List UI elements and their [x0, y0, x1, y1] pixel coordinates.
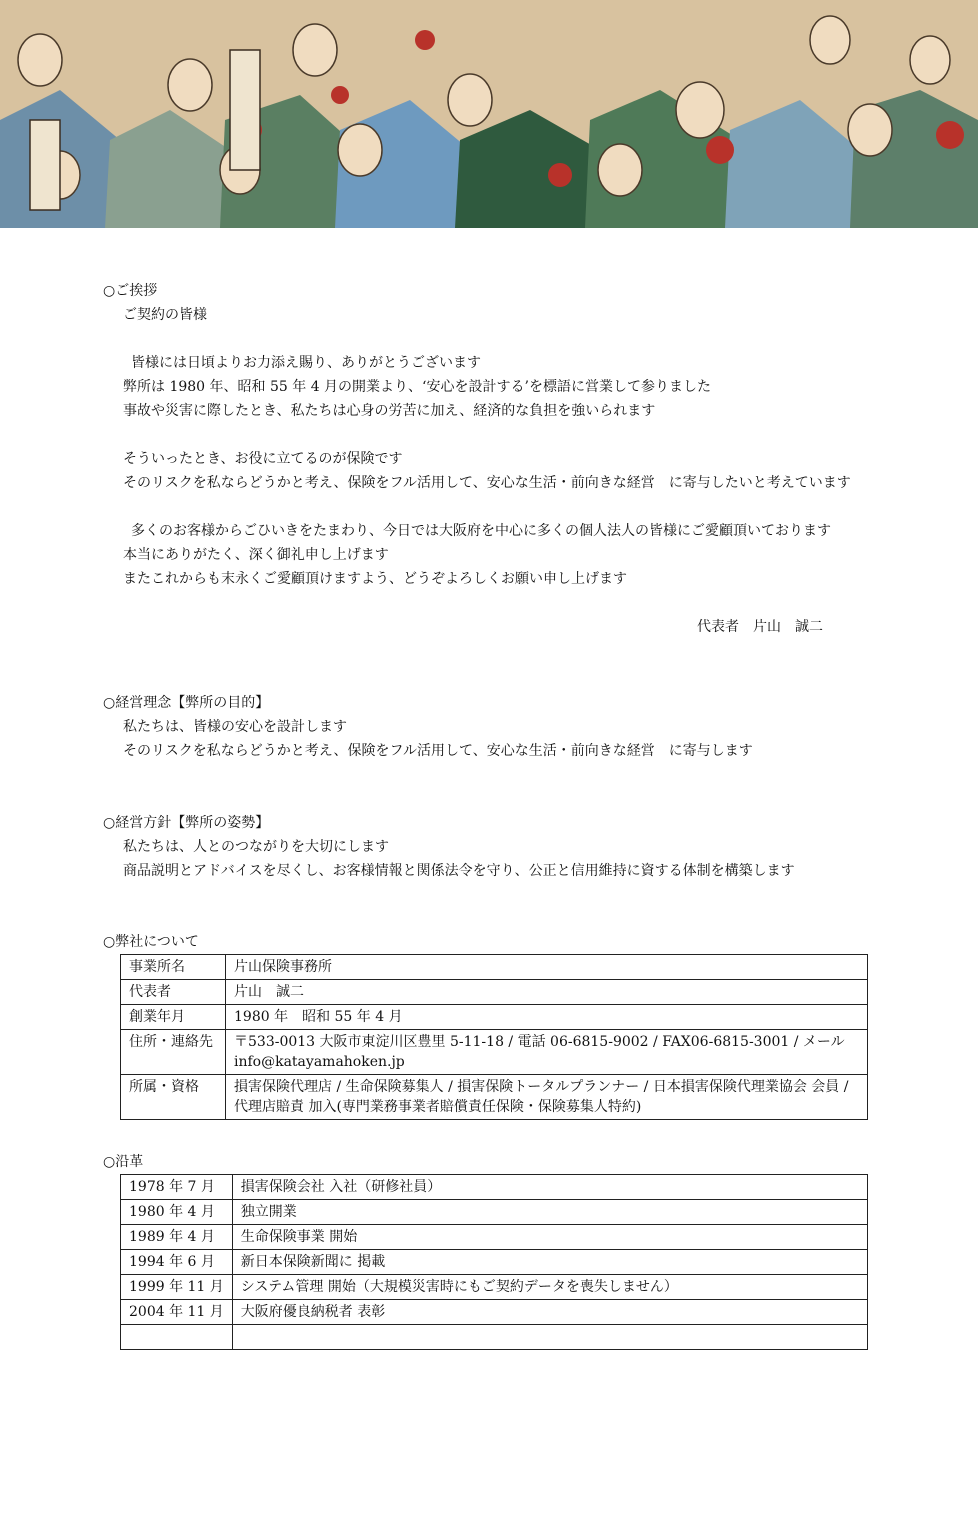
table-row — [121, 955, 868, 980]
history-date: 1989 年 4 月 — [121, 1225, 233, 1250]
table-key: 住所・連絡先 — [121, 1030, 226, 1075]
history-event: 損害保険会社 入社（研修社員） — [232, 1175, 867, 1200]
ukiyoe-crowd-illustration-icon — [0, 0, 978, 228]
table-key: 所属・資格 — [121, 1075, 226, 1120]
greeting-line: そのリスクを私ならどうかと考え、保険をフル活用して、安心な生活・前向きな経営 に寄与したいと考えています — [123, 475, 851, 491]
greeting-line: 多くのお客様からごひいきをたまわり、今日では大阪府を中心に多くの個人法人の皆様にご愛顧頂いております — [131, 523, 831, 539]
table-key: 事業所名 — [121, 955, 226, 980]
history-date: 2004 年 11 月 — [121, 1300, 233, 1325]
history-date — [121, 1325, 233, 1350]
history-date: 1994 年 6 月 — [121, 1250, 233, 1275]
company-heading: ○弊社について — [103, 934, 199, 950]
table-row — [121, 1075, 868, 1120]
history-event: 独立開業 — [232, 1200, 867, 1225]
table-value: 〒533-0013 大阪市東淀川区豊里 5-11-18 / 電話 06-6815-9002 / FAX06-6815-3001 / メール info@katayamahoken.jp — [226, 1030, 868, 1075]
history-event — [232, 1325, 867, 1350]
table-row — [121, 1005, 868, 1030]
table-key: 代表者 — [121, 980, 226, 1005]
table-value: 片山保険事務所 — [226, 955, 868, 980]
company-table — [120, 954, 868, 1120]
greeting-line: 弊所は 1980 年、昭和 55 年 4 月の開業より、‘安心を設計する’を標語に営業して参りました — [123, 379, 711, 395]
table-row — [121, 1275, 868, 1300]
table-row — [121, 1300, 868, 1325]
greeting-line: そういったとき、お役に立てるのが保険です — [123, 451, 403, 467]
history-table — [120, 1174, 868, 1350]
table-row — [121, 1175, 868, 1200]
greeting-line: 事故や災害に際したとき、私たちは心身の労苦に加え、経済的な負担を強いられます — [123, 403, 656, 419]
history-event: システム管理 開始（大規模災害時にもご契約データを喪失しません） — [232, 1275, 867, 1300]
history-date: 1999 年 11 月 — [121, 1275, 233, 1300]
history-date: 1980 年 4 月 — [121, 1200, 233, 1225]
history-date: 1978 年 7 月 — [121, 1175, 233, 1200]
hero-banner — [0, 0, 978, 228]
table-row — [121, 1325, 868, 1350]
history-heading: ○沿革 — [103, 1154, 144, 1170]
table-row — [121, 1225, 868, 1250]
table-key: 創業年月 — [121, 1005, 226, 1030]
history-event: 生命保険事業 開始 — [232, 1225, 867, 1250]
greeting-line: 皆様には日頃よりお力添え賜り、ありがとうございます — [131, 355, 481, 371]
history-event: 新日本保険新聞に 掲載 — [232, 1250, 867, 1275]
greeting-line: 本当にありがたく、深く御礼申し上げます — [123, 547, 389, 563]
table-value: 片山 誠二 — [226, 980, 868, 1005]
philosophy-heading: ○経営理念【弊所の目的】 — [103, 695, 270, 711]
policy-line: 商品説明とアドバイスを尽くし、お客様情報と関係法令を守り、公正と信用維持に資する体制を構築します — [123, 863, 795, 879]
greeting-heading: ○ご挨拶 — [103, 283, 158, 299]
table-row — [121, 1200, 868, 1225]
greeting-signature: 代表者 片山 誠二 — [697, 619, 823, 635]
table-value: 損害保険代理店 / 生命保険募集人 / 損害保険トータルプランナー / 日本損害保険代理業協会 会員 / 代理店賠責 加入(専門業務事業者賠償責任保険・保険募集人特約) — [226, 1075, 868, 1120]
table-row — [121, 1030, 868, 1075]
greeting-salutation: ご契約の皆様 — [123, 307, 207, 323]
greeting-line: またこれからも末永くご愛顧頂けますよう、どうぞよろしくお願い申し上げます — [123, 571, 627, 587]
history-event: 大阪府優良納税者 表彰 — [232, 1300, 867, 1325]
table-value: 1980 年 昭和 55 年 4 月 — [226, 1005, 868, 1030]
philosophy-line: 私たちは、皆様の安心を設計します — [123, 719, 347, 735]
policy-line: 私たちは、人とのつながりを大切にします — [123, 839, 389, 855]
table-row — [121, 980, 868, 1005]
philosophy-line: そのリスクを私ならどうかと考え、保険をフル活用して、安心な生活・前向きな経営 に寄与します — [123, 743, 753, 759]
table-row — [121, 1250, 868, 1275]
policy-heading: ○経営方針【弊所の姿勢】 — [103, 815, 270, 831]
